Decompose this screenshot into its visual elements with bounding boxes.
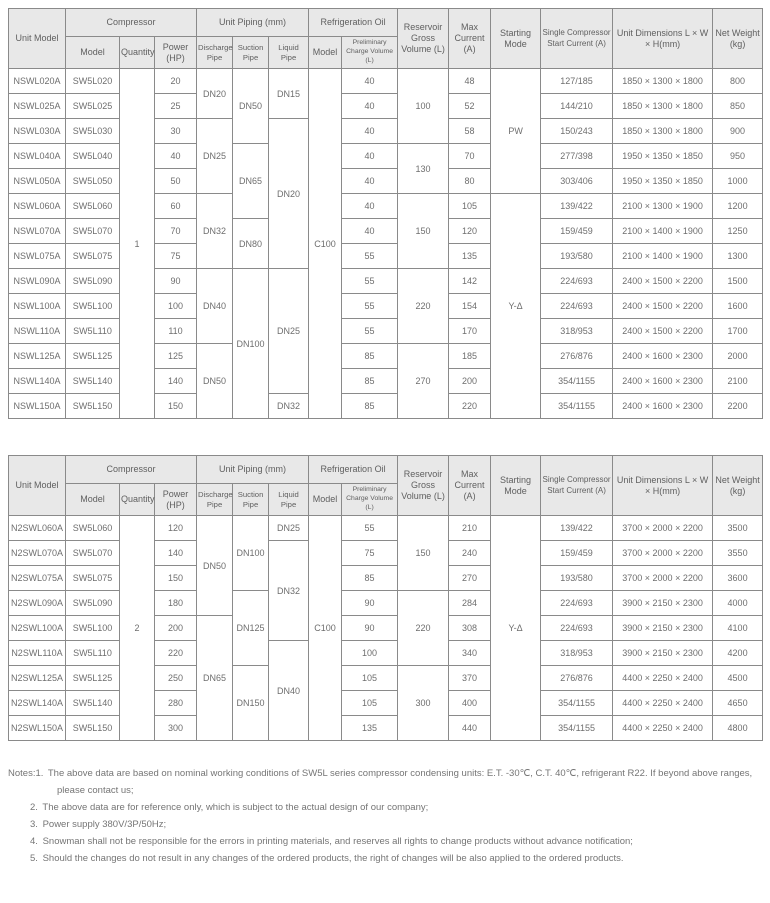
cell: 85	[342, 369, 398, 394]
cell: 2	[120, 516, 155, 741]
cell: 139/422	[541, 516, 613, 541]
col-header-unit-model: Unit Model	[9, 9, 66, 69]
col-group-compressor: Compressor	[66, 456, 197, 484]
cell: N2SWL060A	[9, 516, 66, 541]
cell: 55	[342, 319, 398, 344]
cell: 180	[155, 591, 197, 616]
cell: SW5L110	[66, 319, 120, 344]
col-header-quantity: Quantity	[120, 484, 155, 516]
note-text: The above data are based on nominal working conditions of SW5L series compressor condensing units: E.T. -30℃, C.T. 40℃, refrigerant R22. If beyond above ranges, please contact us;	[47, 768, 753, 797]
cell: DN25	[269, 269, 309, 394]
cell: SW5L050	[66, 169, 120, 194]
cell: 224/693	[541, 616, 613, 641]
col-header-start-current: Single Compressor Start Current (A)	[541, 9, 613, 69]
note-item	[8, 816, 762, 833]
cell: 440	[449, 716, 491, 741]
cell: N2SWL150A	[9, 716, 66, 741]
col-header-compressor-model: Model	[66, 484, 120, 516]
cell: DN25	[197, 119, 233, 194]
cell: 75	[155, 244, 197, 269]
cell: 220	[398, 591, 449, 666]
cell: DN150	[233, 666, 269, 741]
cell: 144/210	[541, 94, 613, 119]
col-header-compressor-model: Model	[66, 37, 120, 69]
col-header-suction-pipe: Suction Pipe	[233, 484, 269, 516]
cell: 1850 × 1300 × 1800	[613, 119, 713, 144]
cell: 40	[342, 119, 398, 144]
cell: 20	[155, 69, 197, 94]
cell: SW5L100	[66, 294, 120, 319]
cell: DN50	[233, 69, 269, 144]
dual-compressor-units-table	[8, 455, 763, 741]
cell: 3550	[713, 541, 763, 566]
cell: 240	[449, 541, 491, 566]
cell: 55	[342, 516, 398, 541]
col-header-power: Power (HP)	[155, 484, 197, 516]
cell: SW5L030	[66, 119, 120, 144]
cell: 55	[342, 294, 398, 319]
cell: 300	[398, 666, 449, 741]
cell: 900	[713, 119, 763, 144]
notes-label: Notes:	[8, 768, 36, 779]
note-item	[8, 850, 762, 867]
col-header-net-weight: Net Weight (kg)	[713, 9, 763, 69]
cell: 354/1155	[541, 716, 613, 741]
cell: NSWL090A	[9, 269, 66, 294]
cell: 150	[398, 516, 449, 591]
cell: 270	[449, 566, 491, 591]
cell: DN32	[269, 541, 309, 641]
cell: 130	[398, 144, 449, 194]
cell: 3900 × 2150 × 2300	[613, 641, 713, 666]
cell: 270	[398, 344, 449, 419]
cell: 354/1155	[541, 369, 613, 394]
cell: 3900 × 2150 × 2300	[613, 616, 713, 641]
note-text: Snowman shall not be responsible for the errors in printing materials, and reserves all rights to change products without advance notification;	[42, 836, 633, 848]
cell: 30	[155, 119, 197, 144]
cell: 1950 × 1350 × 1850	[613, 169, 713, 194]
cell: SW5L090	[66, 269, 120, 294]
cell: 100	[155, 294, 197, 319]
col-header-oil-model: Model	[309, 37, 342, 69]
cell: 2000	[713, 344, 763, 369]
col-header-reservoir-gross-volume: Reservoir Gross Volume (L)	[398, 9, 449, 69]
col-header-reservoir-gross-volume: Reservoir Gross Volume (L)	[398, 456, 449, 516]
cell: NSWL110A	[9, 319, 66, 344]
cell: 4500	[713, 666, 763, 691]
cell: 90	[155, 269, 197, 294]
note-item	[8, 765, 762, 799]
cell: 75	[342, 541, 398, 566]
cell: DN125	[233, 591, 269, 666]
cell: N2SWL090A	[9, 591, 66, 616]
cell: NSWL060A	[9, 194, 66, 219]
col-header-starting-mode: Starting Mode	[491, 9, 541, 69]
cell: 70	[449, 144, 491, 169]
cell: 40	[342, 169, 398, 194]
cell: 370	[449, 666, 491, 691]
cell: 1200	[713, 194, 763, 219]
cell: 4400 × 2250 × 2400	[613, 691, 713, 716]
cell: 2400 × 1600 × 2300	[613, 369, 713, 394]
cell: 105	[342, 691, 398, 716]
cell: 80	[449, 169, 491, 194]
cell: 200	[155, 616, 197, 641]
cell: 120	[449, 219, 491, 244]
cell: C100	[309, 69, 342, 419]
cell: N2SWL125A	[9, 666, 66, 691]
cell: 1850 × 1300 × 1800	[613, 69, 713, 94]
cell: 48	[449, 69, 491, 94]
cell: 2400 × 1600 × 2300	[613, 394, 713, 419]
cell: 1250	[713, 219, 763, 244]
cell: 1950 × 1350 × 1850	[613, 144, 713, 169]
cell: SW5L060	[66, 194, 120, 219]
cell: NSWL050A	[9, 169, 66, 194]
cell: SW5L020	[66, 69, 120, 94]
cell: NSWL025A	[9, 94, 66, 119]
col-header-oil-model: Model	[309, 484, 342, 516]
cell: SW5L075	[66, 566, 120, 591]
cell: 210	[449, 516, 491, 541]
cell: 40	[342, 219, 398, 244]
cell: 110	[155, 319, 197, 344]
cell: 1	[120, 69, 155, 419]
cell: 1700	[713, 319, 763, 344]
cell: DN65	[233, 144, 269, 219]
cell: N2SWL070A	[9, 541, 66, 566]
cell: DN15	[269, 69, 309, 119]
cell: N2SWL110A	[9, 641, 66, 666]
cell: 354/1155	[541, 394, 613, 419]
cell: DN40	[269, 641, 309, 741]
cell: 318/953	[541, 319, 613, 344]
cell: DN100	[233, 516, 269, 591]
cell: 58	[449, 119, 491, 144]
cell: 135	[449, 244, 491, 269]
col-header-quantity: Quantity	[120, 37, 155, 69]
cell: DN50	[197, 344, 233, 419]
cell: NSWL150A	[9, 394, 66, 419]
cell: NSWL075A	[9, 244, 66, 269]
notes-section	[8, 765, 762, 868]
cell: SW5L125	[66, 666, 120, 691]
cell: 150/243	[541, 119, 613, 144]
col-header-charge-volume: Preliminary Charge Volume (L)	[342, 484, 398, 516]
cell: 1000	[713, 169, 763, 194]
cell: 2400 × 1500 × 2200	[613, 319, 713, 344]
cell: 150	[398, 194, 449, 269]
cell: 40	[342, 144, 398, 169]
note-text: Should the changes do not result in any changes of the ordered products, the right of changes will be also applied to the ordered products.	[42, 853, 624, 865]
col-header-unit-model: Unit Model	[9, 456, 66, 516]
cell: DN32	[269, 394, 309, 419]
cell: DN65	[197, 616, 233, 741]
cell: NSWL030A	[9, 119, 66, 144]
cell: 150	[155, 566, 197, 591]
cell: 139/422	[541, 194, 613, 219]
cell: 105	[449, 194, 491, 219]
cell: 4800	[713, 716, 763, 741]
cell: 150	[155, 394, 197, 419]
note-item	[8, 799, 762, 816]
cell: 55	[342, 244, 398, 269]
cell: 224/693	[541, 269, 613, 294]
cell: N2SWL100A	[9, 616, 66, 641]
col-header-start-current: Single Compressor Start Current (A)	[541, 456, 613, 516]
cell: Y-Δ	[491, 194, 541, 419]
cell: 52	[449, 94, 491, 119]
cell: 250	[155, 666, 197, 691]
col-group-refrigeration-oil: Refrigeration Oil	[309, 456, 398, 484]
cell: SW5L025	[66, 94, 120, 119]
cell: DN100	[233, 269, 269, 419]
cell: 200	[449, 369, 491, 394]
cell: 850	[713, 94, 763, 119]
cell: 354/1155	[541, 691, 613, 716]
note-number: 4.	[30, 836, 38, 848]
cell: 50	[155, 169, 197, 194]
cell: DN40	[197, 269, 233, 344]
cell: 318/953	[541, 641, 613, 666]
cell: 159/459	[541, 541, 613, 566]
cell: 2200	[713, 394, 763, 419]
cell: 2100 × 1400 × 1900	[613, 244, 713, 269]
cell: 1500	[713, 269, 763, 294]
note-text: Power supply 380V/3P/50Hz;	[42, 819, 167, 831]
cell: SW5L075	[66, 244, 120, 269]
cell: 2400 × 1600 × 2300	[613, 344, 713, 369]
cell: 135	[342, 716, 398, 741]
cell: 3500	[713, 516, 763, 541]
cell: 140	[155, 369, 197, 394]
cell: 800	[713, 69, 763, 94]
note-number: 2.	[30, 802, 38, 814]
cell: 300	[155, 716, 197, 741]
cell: Y-Δ	[491, 516, 541, 741]
single-compressor-units-body	[9, 69, 763, 419]
note-number: 5.	[30, 853, 38, 865]
col-group-unit-piping: Unit Piping (mm)	[197, 9, 309, 37]
cell: 170	[449, 319, 491, 344]
cell: DN20	[197, 69, 233, 119]
cell: 4000	[713, 591, 763, 616]
cell: 3700 × 2000 × 2200	[613, 516, 713, 541]
cell: N2SWL140A	[9, 691, 66, 716]
cell: 2100 × 1400 × 1900	[613, 219, 713, 244]
cell: 3700 × 2000 × 2200	[613, 566, 713, 591]
cell: 2100	[713, 369, 763, 394]
cell: DN32	[197, 194, 233, 269]
col-header-unit-dimensions: Unit Dimensions L × W × H(mm)	[613, 456, 713, 516]
cell: 1850 × 1300 × 1800	[613, 94, 713, 119]
cell: 40	[342, 194, 398, 219]
cell: 4100	[713, 616, 763, 641]
cell: NSWL040A	[9, 144, 66, 169]
cell: 120	[155, 516, 197, 541]
cell: 154	[449, 294, 491, 319]
cell: 276/876	[541, 344, 613, 369]
cell: 105	[342, 666, 398, 691]
cell: 224/693	[541, 591, 613, 616]
cell: SW5L150	[66, 716, 120, 741]
cell: SW5L070	[66, 541, 120, 566]
cell: 1600	[713, 294, 763, 319]
col-group-refrigeration-oil: Refrigeration Oil	[309, 9, 398, 37]
cell: 277/398	[541, 144, 613, 169]
cell: 125	[155, 344, 197, 369]
cell: 140	[155, 541, 197, 566]
cell: 40	[155, 144, 197, 169]
cell: 224/693	[541, 294, 613, 319]
cell: 159/459	[541, 219, 613, 244]
cell: SW5L040	[66, 144, 120, 169]
cell: DN80	[233, 219, 269, 269]
col-header-power: Power (HP)	[155, 37, 197, 69]
cell: 303/406	[541, 169, 613, 194]
cell: 90	[342, 616, 398, 641]
col-header-max-current: Max Current (A)	[449, 456, 491, 516]
cell: 220	[155, 641, 197, 666]
cell: NSWL140A	[9, 369, 66, 394]
cell: 276/876	[541, 666, 613, 691]
cell: 193/580	[541, 566, 613, 591]
cell: 85	[342, 344, 398, 369]
cell: 40	[342, 69, 398, 94]
col-header-suction-pipe: Suction Pipe	[233, 37, 269, 69]
col-header-liquid-pipe: Liquid Pipe	[269, 37, 309, 69]
cell: SW5L090	[66, 591, 120, 616]
cell: 400	[449, 691, 491, 716]
cell: NSWL020A	[9, 69, 66, 94]
cell: 1300	[713, 244, 763, 269]
cell: SW5L150	[66, 394, 120, 419]
cell: 142	[449, 269, 491, 294]
cell: 85	[342, 394, 398, 419]
col-group-unit-piping: Unit Piping (mm)	[197, 456, 309, 484]
cell: 3900 × 2150 × 2300	[613, 591, 713, 616]
col-header-discharge-pipe: Discharge Pipe	[197, 484, 233, 516]
cell: 2400 × 1500 × 2200	[613, 294, 713, 319]
single-compressor-units-table	[8, 8, 763, 419]
cell: PW	[491, 69, 541, 194]
note-text: The above data are for reference only, which is subject to the actual design of our company;	[42, 802, 429, 814]
cell: SW5L060	[66, 516, 120, 541]
cell: 2400 × 1500 × 2200	[613, 269, 713, 294]
note-number: 3.	[30, 819, 38, 831]
cell: 4200	[713, 641, 763, 666]
cell: DN25	[269, 516, 309, 541]
col-header-net-weight: Net Weight (kg)	[713, 456, 763, 516]
cell: 220	[398, 269, 449, 344]
cell: 950	[713, 144, 763, 169]
col-header-unit-dimensions: Unit Dimensions L × W × H(mm)	[613, 9, 713, 69]
cell: SW5L125	[66, 344, 120, 369]
cell: 90	[342, 591, 398, 616]
cell: SW5L110	[66, 641, 120, 666]
cell: 100	[342, 641, 398, 666]
note-item	[8, 833, 762, 850]
cell: 193/580	[541, 244, 613, 269]
col-group-compressor: Compressor	[66, 9, 197, 37]
cell: 25	[155, 94, 197, 119]
note-number: 1.	[35, 768, 44, 779]
cell: DN50	[197, 516, 233, 616]
cell: 70	[155, 219, 197, 244]
cell: 3700 × 2000 × 2200	[613, 541, 713, 566]
cell: DN20	[269, 119, 309, 269]
cell: 340	[449, 641, 491, 666]
cell: 3600	[713, 566, 763, 591]
cell: C100	[309, 516, 342, 741]
cell: 308	[449, 616, 491, 641]
cell: NSWL100A	[9, 294, 66, 319]
col-header-discharge-pipe: Discharge Pipe	[197, 37, 233, 69]
cell: 40	[342, 94, 398, 119]
col-header-liquid-pipe: Liquid Pipe	[269, 484, 309, 516]
cell: SW5L070	[66, 219, 120, 244]
cell: SW5L140	[66, 369, 120, 394]
cell: 284	[449, 591, 491, 616]
cell: 2100 × 1300 × 1900	[613, 194, 713, 219]
col-header-max-current: Max Current (A)	[449, 9, 491, 69]
cell: NSWL125A	[9, 344, 66, 369]
dual-compressor-units-body	[9, 516, 763, 741]
cell: NSWL070A	[9, 219, 66, 244]
cell: 55	[342, 269, 398, 294]
cell: 60	[155, 194, 197, 219]
cell: 4400 × 2250 × 2400	[613, 666, 713, 691]
cell: 100	[398, 69, 449, 144]
cell: 85	[342, 566, 398, 591]
cell: SW5L100	[66, 616, 120, 641]
cell: 4650	[713, 691, 763, 716]
cell: 280	[155, 691, 197, 716]
col-header-charge-volume: Preliminary Charge Volume (L)	[342, 37, 398, 69]
col-header-starting-mode: Starting Mode	[491, 456, 541, 516]
cell: 4400 × 2250 × 2400	[613, 716, 713, 741]
cell: 220	[449, 394, 491, 419]
cell: 127/185	[541, 69, 613, 94]
cell: N2SWL075A	[9, 566, 66, 591]
cell: SW5L140	[66, 691, 120, 716]
cell: 185	[449, 344, 491, 369]
